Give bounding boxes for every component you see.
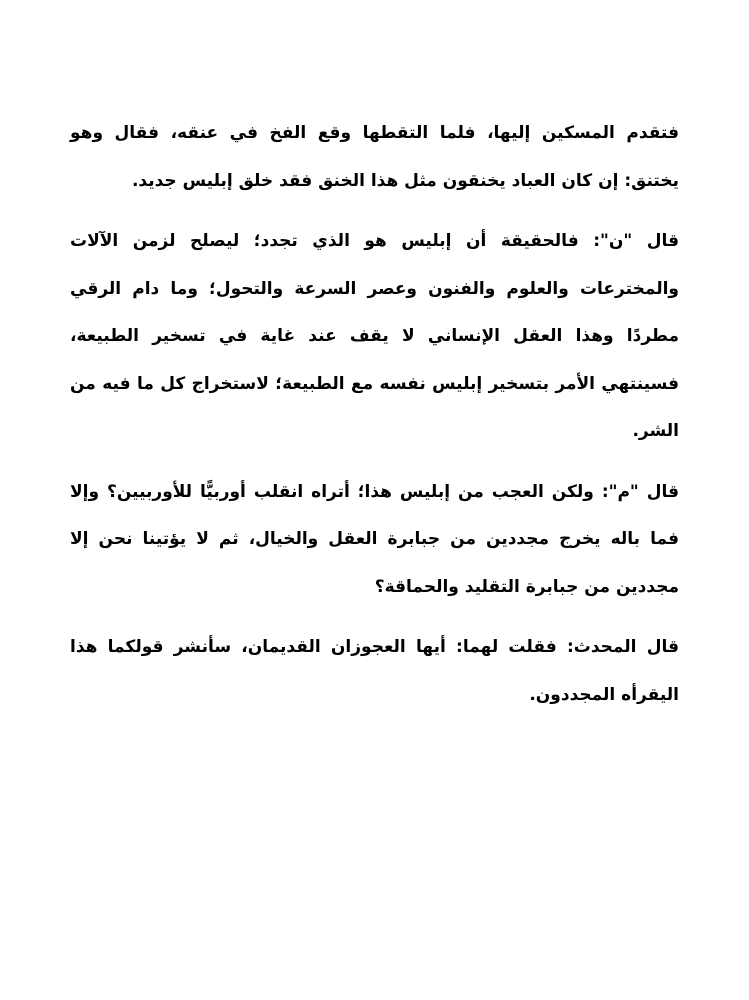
paragraph-3: قال "م": ولكن العجب من إبليس هذا؛ أتراه انقلب أوربيًّا للأوربيين؟ وإلا فما باله يخرج مجددين من جبابرة العقل والخيال، ثم لا يؤتينا نحن إلا مجددين من جبابرة التقليد والحماقة؟ [70, 481, 679, 597]
paragraph-2: قال "ن": فالحقيقة أن إبليس هو الذي تجدد؛ ليصلح لزمن الآلات والمخترعات والعلوم والفنون وعصر السرعة والتحول؛ وما دام الرقي مطردًا وهذا العقل الإنساني لا يقف عند غاية في تسخير الطبيعة، فسينتهي الأمر بتسخير إبليس نفسه مع الطبيعة؛ لاستخراج كل ما فيه من الشر. [70, 231, 679, 441]
paragraph-1: فتقدم المسكين إليها، فلما التقطها وقع الفخ في عنقه، فقال وهو يختنق: إن كان العباد يخنقون مثل هذا الخنق فقد خلق إبليس جديد. [70, 123, 679, 191]
paragraph-4: قال المحدث: فقلت لهما: أيها العجوزان القديمان، سأنشر قولكما هذا اليقرأه المجددون. [70, 637, 679, 705]
document-page [70, 110, 679, 732]
